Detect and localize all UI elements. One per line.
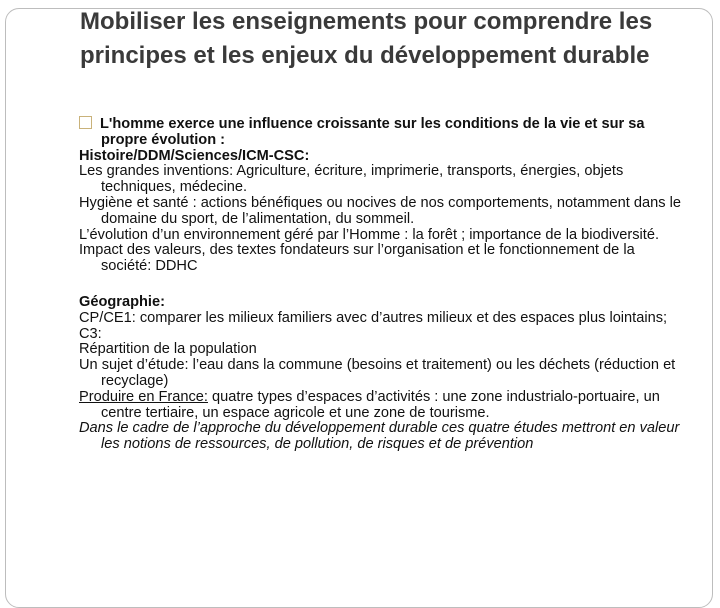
history-item-hygiene: Hygiène et santé : actions bénéfiques ou nocives de nos comportements, notamment dans le domaine du sport, de l’alimentation, du sommeil. [79,194,681,227]
page-title: Mobiliser les enseignements pour comprendre les principes et les enjeux du développement durable [80,8,653,69]
history-item-inventions: Les grandes inventions: Agriculture, écriture, imprimerie, transports, énergies, objets techniques, médecine. [79,163,624,196]
geography-heading: Géographie: [79,293,165,310]
produire-label: Produire en France: [79,388,208,405]
square-bullet-icon [79,116,92,129]
slide-content [79,116,689,453]
geography-sustainable-note: Dans le cadre de l’approche du développement durable ces quatre études mettront en valeur les notions de ressources, de pollution, de risques et de prévention [79,420,680,453]
bullet-text: L'homme exerce une influence croissante sur les conditions de la vie et sur sa propre évolution : [100,116,645,148]
geography-study-subject: Un sujet d’étude: l’eau dans la commune (besoins et traitement) ou les déchets (réduction et recyclage) [79,357,676,389]
history-item-values: Impact des valeurs, des textes fondateurs sur l’organisation et le fonctionnement de la société: DDHC [79,242,635,275]
history-heading: Histoire/DDM/Sciences/ICM-CSC: [79,147,310,164]
history-item-environment: L’évolution d’un environnement géré par l’Homme : la forêt ; importance de la biodiversité. [79,226,660,243]
geography-c3: C3: [79,325,102,342]
spacer [79,275,689,295]
produire-text: quatre types d’espaces d’activités : une zone industrialo-portuaire, un centre tertiaire, un espace agricole et une zone de tourisme. [101,388,660,421]
geography-population: Répartition de la population [79,341,257,358]
geography-cp-ce1: CP/CE1: comparer les milieux familiers avec d’autres milieux et des espaces plus lointains; [79,309,668,326]
geography-produire [79,390,689,422]
bullet-point [79,116,689,149]
